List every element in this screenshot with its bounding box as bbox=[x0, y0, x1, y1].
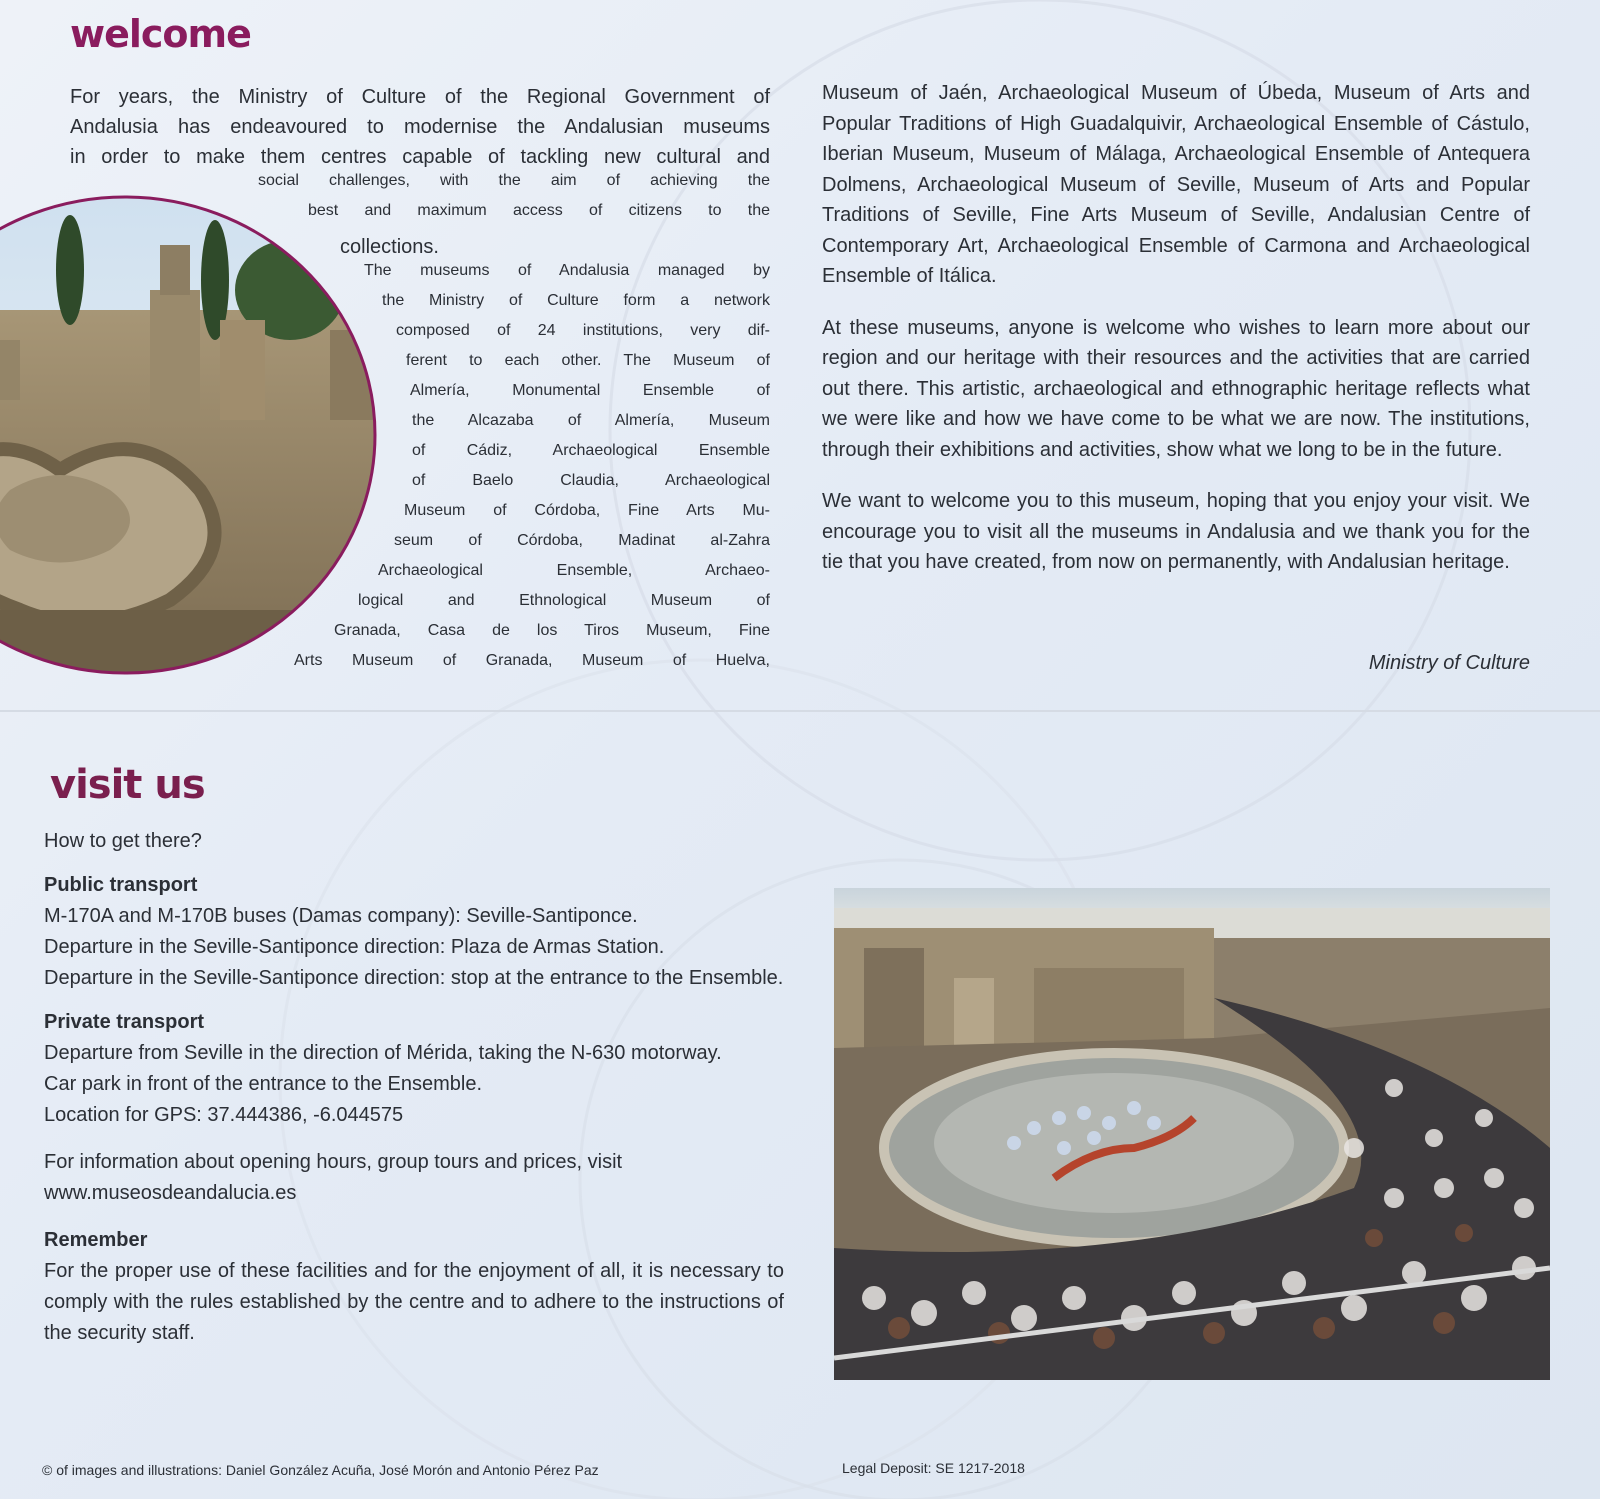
intro-line: For years, the Ministry of Culture of the Regional Government of bbox=[70, 86, 770, 108]
private-transport-heading: Private transport bbox=[44, 1011, 205, 1033]
signature: Ministry of Culture bbox=[1368, 652, 1530, 674]
wrap-line: of Baelo Claudia, Archaeological bbox=[412, 472, 770, 489]
remember-text: For the proper use of these facilities and for the enjoyment of all, it is necessary to comply with the rules established by the centre and to adhere to the instructions of the security staff. bbox=[44, 1260, 784, 1344]
public-transport-heading: Public transport bbox=[44, 874, 198, 896]
wrap-line: logical and Ethnological Museum of bbox=[358, 592, 770, 609]
wrap-line: best and maximum access of citizens to the bbox=[308, 202, 770, 219]
wrap-line: of Cádiz, Archaeological Ensemble bbox=[412, 442, 770, 459]
wrap-line: Arts Museum of Granada, Museum of Huelva, bbox=[294, 652, 770, 669]
private-transport-line: Departure from Seville in the direction of Mérida, taking the N-630 motorway. bbox=[44, 1042, 722, 1064]
public-transport-line: Departure in the Seville-Santiponce direction: Plaza de Armas Station. bbox=[44, 936, 665, 958]
welcome-title: welcome bbox=[70, 12, 251, 56]
website-link[interactable]: www.museosdeandalucia.es bbox=[44, 1182, 297, 1204]
wrap-line: Archaeological Ensemble, Archaeo- bbox=[378, 562, 770, 579]
wrap-line: collections. bbox=[340, 236, 439, 258]
public-transport-line: Departure in the Seville-Santiponce direction: stop at the entrance to the Ensemble. bbox=[44, 967, 784, 989]
wrap-line: Museum of Córdoba, Fine Arts Mu- bbox=[404, 502, 770, 519]
info-text: For information about opening hours, group tours and prices, visit bbox=[44, 1151, 623, 1173]
welcome-paragraph: At these museums, anyone is welcome who wishes to learn more about our region and our heritage with their resources and the activities that are carried out there. This artistic, archaeological and ethnographic heritage reflects what we were like and how we have come to be what we are now. The institutions, through their exhibitions and activities, show what we long to be in the future. bbox=[822, 316, 1530, 461]
private-transport-line: Car park in front of the entrance to the Ensemble. bbox=[44, 1073, 483, 1095]
visit-info bbox=[44, 826, 784, 1349]
wrap-line: Granada, Casa de los Tiros Museum, Fine bbox=[334, 622, 770, 639]
gps-location: Location for GPS: 37.444386, -6.044575 bbox=[44, 1104, 404, 1126]
visit-title: visit us bbox=[50, 762, 205, 808]
welcome-column-2 bbox=[822, 78, 1530, 599]
legal-deposit: Legal Deposit: SE 1217-2018 bbox=[842, 1460, 1025, 1476]
fold-line bbox=[0, 710, 1600, 712]
how-heading: How to get there? bbox=[44, 830, 202, 852]
remember-heading: Remember bbox=[44, 1229, 148, 1251]
wrap-line: composed of 24 institutions, very dif- bbox=[396, 322, 770, 339]
image-credits: © of images and illustrations: Daniel González Acuña, José Morón and Antonio Pérez Paz bbox=[42, 1462, 599, 1478]
welcome-paragraph: We want to welcome you to this museum, hoping that you enjoy your visit. We encourage you to visit all the museums in Andalusia and we thank you for the tie that you have created, from now on permanently, with Andalusian heritage. bbox=[822, 490, 1530, 573]
wrap-line: Almería, Monumental Ensemble of bbox=[410, 382, 770, 399]
public-transport-line: M-170A and M-170B buses (Damas company): Seville-Santiponce. bbox=[44, 905, 638, 927]
wrap-line: the Alcazaba of Almería, Museum bbox=[412, 412, 770, 429]
wrap-line: social challenges, with the aim of achieving the bbox=[258, 172, 770, 189]
wrap-line: ferent to each other. The Museum of bbox=[406, 352, 770, 369]
intro-line: in order to make them centres capable of tackling new cultural and bbox=[70, 146, 770, 168]
intro-line: Andalusia has endeavoured to modernise the Andalusian museums bbox=[70, 116, 770, 138]
wrap-line: The museums of Andalusia managed by bbox=[364, 262, 770, 279]
ruins-photo bbox=[0, 190, 390, 680]
wrap-line: the Ministry of Culture form a network bbox=[382, 292, 770, 309]
wrap-line: seum of Córdoba, Madinat al-Zahra bbox=[394, 532, 770, 549]
theatre-photo bbox=[834, 888, 1550, 1380]
welcome-intro bbox=[70, 82, 770, 172]
museum-list-paragraph: Museum of Jaén, Archaeological Museum of Úbeda, Museum of Arts and Popular Traditions of High Guadalquivir, Archaeological Ensemble of Cástulo, Iberian Museum, Museum of Málaga, Archaeological Ensemble of Antequera Dolmens, Archaeological Museum of Seville, Museum of Arts and Popular Traditions of Seville, Fine Arts Museum of Seville, Andalusian Centre of Contemporary Art, Archaeological Ensemble of Carmona and Archaeological Ensemble of Itálica. bbox=[822, 82, 1530, 287]
